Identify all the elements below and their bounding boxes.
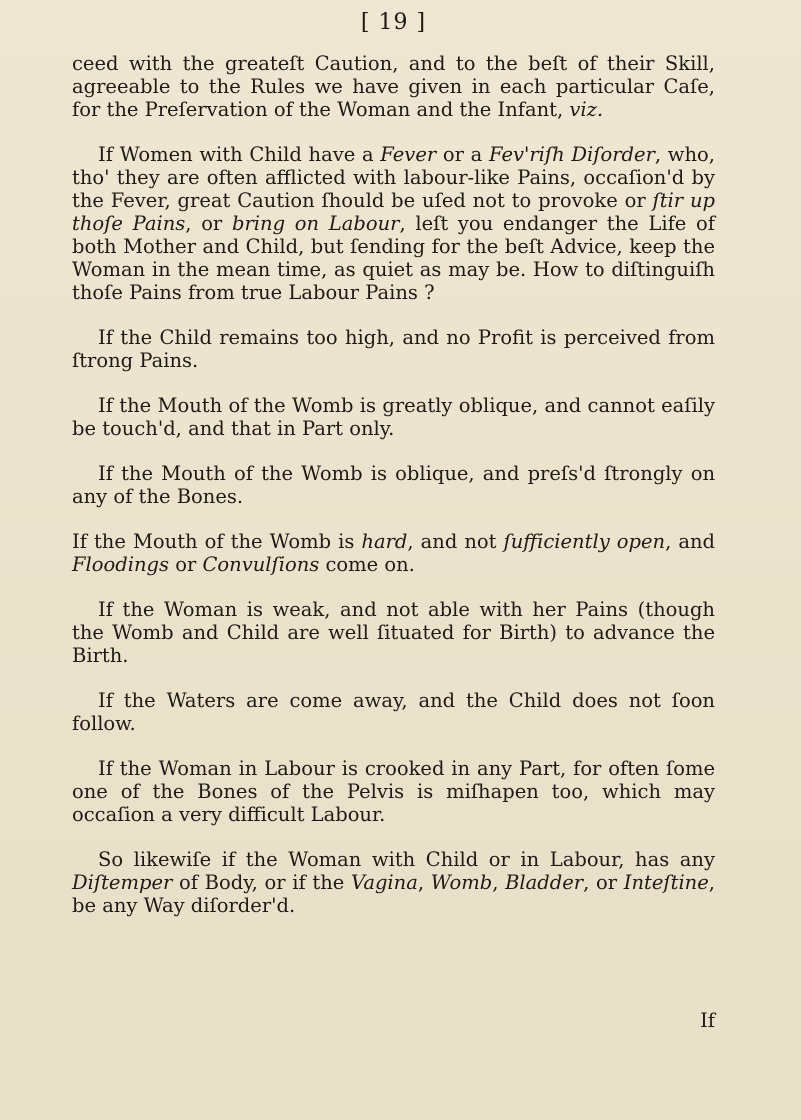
italic-text: ſtir up thoſe Pains [72,189,715,235]
paragraph-2 [72,143,715,304]
italic-text: Convulſions [202,553,320,576]
paragraph-10 [72,848,715,917]
text-segment: , leſt you endanger the Life of both Mother and Child, but ſending for the beſt Advice, keep the Woman in the mean time, as quiet as may be. How to diſtinguiſh thoſe Pains from true Labour Pains ? [72,212,715,304]
paragraph-8 [72,689,715,735]
italic-text: hard [361,530,408,553]
paragraph-6 [72,530,715,576]
italic-text: Womb [430,871,493,894]
italic-text: Diſtemper [72,871,173,894]
text-segment: , [417,871,431,894]
text-segment: So likewiſe if the Woman with Child or in Labour, has any [98,848,715,871]
paragraph-3 [72,326,715,372]
italic-text: Fev'riſh Diſorder [488,143,655,166]
text-segment: , be any Way diſorder'd. [72,871,715,917]
italic-text: Floodings [72,553,170,576]
italic-text: Vagina [351,871,418,894]
paragraph-7 [72,598,715,667]
text-segment: If the Child remains too high, and no Profit is perceived from ſtrong Pains. [72,326,715,372]
paragraph-9 [72,757,715,826]
text-segment: or [169,553,203,576]
catchword: If [700,1009,715,1032]
text-segment: If the Mouth of the Womb is greatly oblique, and cannot eaſily be touch'd, and that in Part only. [72,394,715,440]
text-segment: , who, tho' they are often afflicted with labour-like Pains, occaſion'd by the Fever, great Caution ſhould be uſed not to provoke or [72,143,715,212]
text-segment: , and [665,530,715,553]
text-segment: come on. [319,553,415,576]
text-segment: If the Waters are come away, and the Child does not ſoon follow. [72,689,715,735]
text-segment: , or [185,212,232,235]
text-segment: If Women with Child have a [98,143,381,166]
text-segment: If the Mouth of the Womb is [72,530,362,553]
text-segment: , and not [407,530,504,553]
italic-text: viz. [569,98,604,121]
text-segment: or a [436,143,489,166]
paragraph-1 [72,52,715,121]
italic-text: ſufficiently open [503,530,666,553]
text-segment: of Body, or if the [172,871,352,894]
text-segment: If the Mouth of the Womb is oblique, and preſs'd ſtrongly on any of the Bones. [72,462,715,508]
text-segment: If the Woman in Labour is crooked in any Part, for often ſome one of the Bones of the Pelvis is miſhapen too, which may occaſion a very difficult Labour. [72,757,715,826]
text-segment: If the Woman is weak, and not able with her Pains (though the Womb and Child are well ſituated for Birth) to advance the Birth. [72,598,715,667]
page-number: [ 19 ] [360,10,427,35]
paragraph-4 [72,394,715,440]
italic-text: bring on Labour [231,212,400,235]
paragraph-5 [72,462,715,508]
text-segment: , [492,871,506,894]
italic-text: Inteſtine [623,871,709,894]
page-body [72,52,715,917]
italic-text: Bladder [505,871,584,894]
text-segment: , or [583,871,624,894]
text-segment: ceed with the greateſt Caution, and to the beſt of their Skill, agreeable to the Rules we have given in each particular Caſe, for the Preſervation of the Woman and the Infant, [72,52,715,121]
italic-text: Fever [380,143,437,166]
